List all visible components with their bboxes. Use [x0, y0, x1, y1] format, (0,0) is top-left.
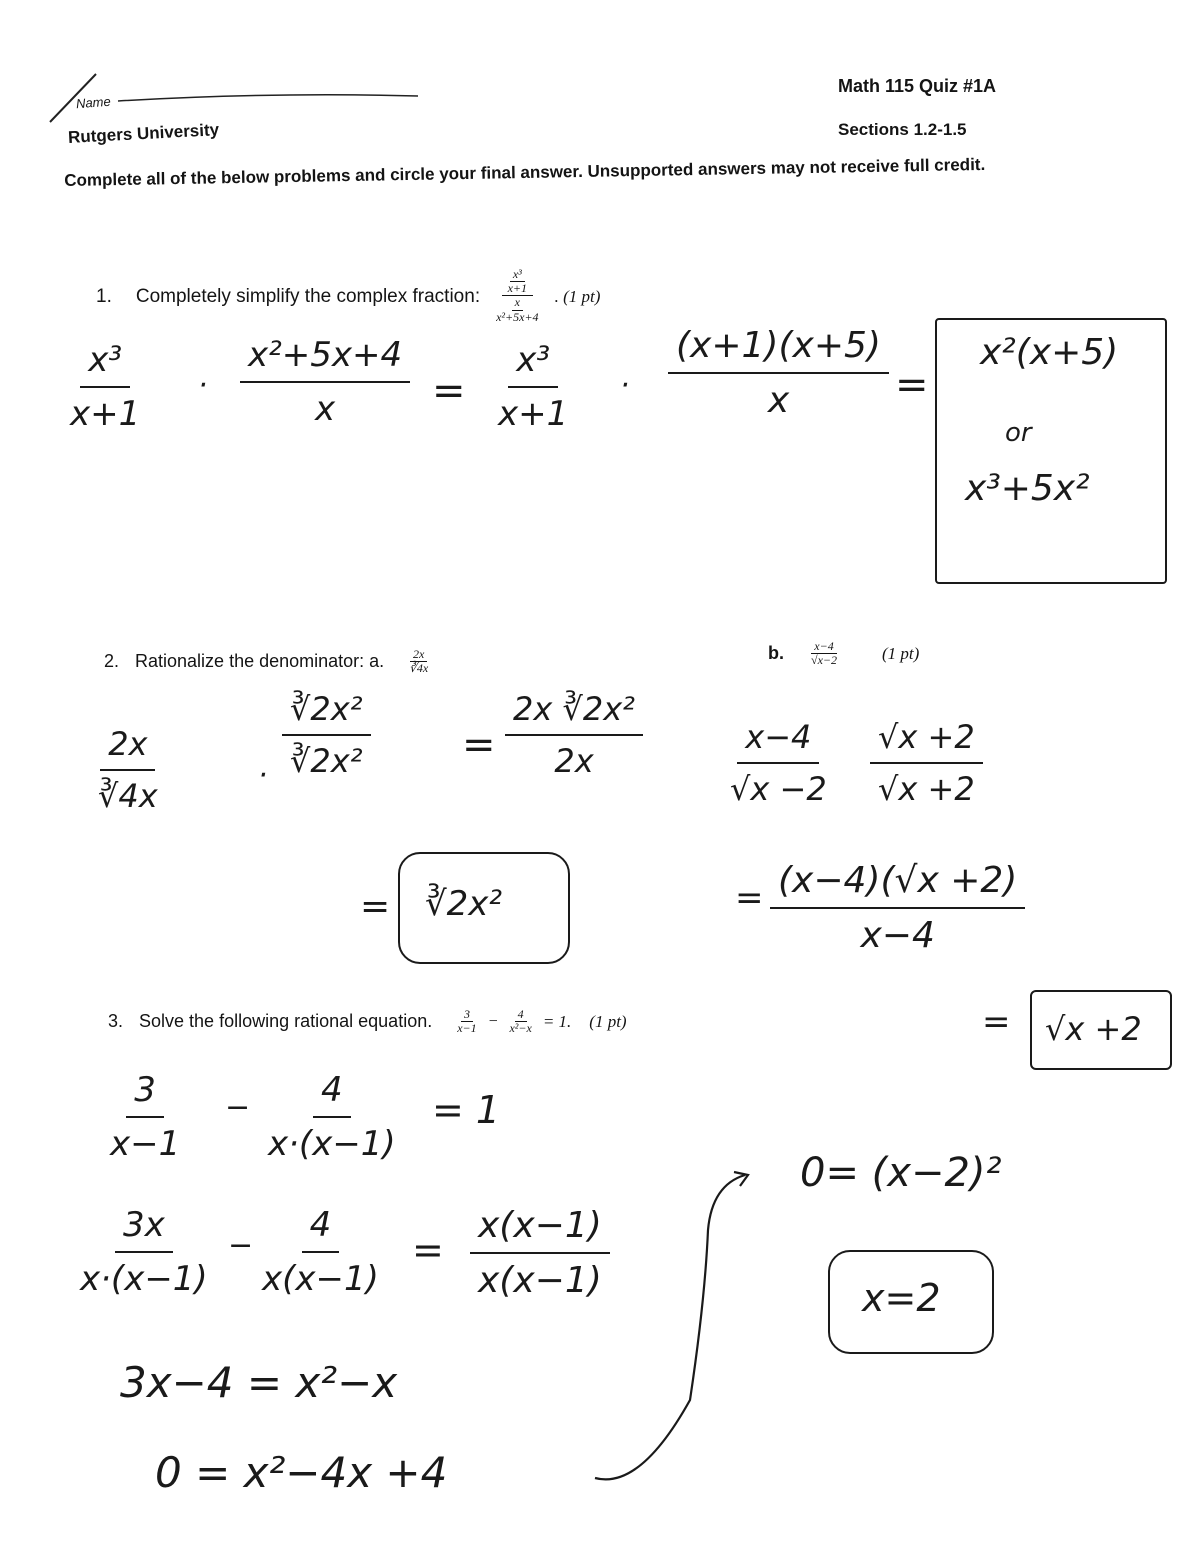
- fraction-denominator: x: [767, 380, 790, 421]
- equals-sign: =: [982, 1002, 1011, 1042]
- answer-1-or: or: [1005, 418, 1032, 448]
- p3-line-2: 0 = x²−4x +4: [155, 1448, 448, 1497]
- fraction-denominator: √x−2: [811, 653, 838, 668]
- sections-label: Sections 1.2-1.5: [838, 120, 967, 139]
- problem-1-text: Completely simplify the complex fraction:: [135, 285, 481, 307]
- fraction-denominator: x·(x−1): [268, 1124, 396, 1164]
- inner-denominator-bottom: x²+5x+4: [496, 309, 539, 324]
- fraction-denominator: ∛4x: [98, 777, 158, 815]
- p1-fraction-2: [240, 335, 410, 429]
- p3-fraction-2: [268, 1070, 396, 1164]
- p3-fraction-3: [80, 1205, 208, 1299]
- fraction-denominator: x: [315, 389, 336, 429]
- p2b-fraction-1: [730, 718, 827, 808]
- fraction-denominator: x−1: [457, 1021, 477, 1036]
- fraction-numerator: (x+1)(x+5): [668, 325, 889, 374]
- equals-sign: =: [360, 886, 391, 927]
- complex-fraction: [490, 268, 544, 324]
- fraction-numerator: x−4: [811, 640, 836, 654]
- fraction-numerator: x³: [80, 340, 130, 388]
- fraction-denominator: ∛4x: [409, 661, 429, 676]
- fraction-numerator: 3x: [115, 1205, 173, 1253]
- minus-sign: −: [487, 1012, 499, 1030]
- fraction-numerator: x−4: [737, 718, 819, 764]
- fraction-numerator: √x +2: [870, 718, 983, 764]
- answer-1-line-2: x³+5x²: [965, 468, 1090, 509]
- problem-3-fraction-2: [506, 1008, 534, 1035]
- fraction-denominator: x(x−1): [478, 1260, 602, 1301]
- p1-fraction-1: [70, 340, 140, 434]
- fraction-denominator: x·(x−1): [80, 1259, 208, 1299]
- problem-3-points: (1 pt): [589, 1011, 627, 1031]
- fraction-numerator: 4: [515, 1008, 527, 1022]
- fraction-numerator: 2x: [100, 725, 155, 771]
- p3-fraction-4: [262, 1205, 379, 1299]
- inner-numerator-bottom: x+1: [507, 281, 528, 296]
- fraction-numerator: x(x−1): [470, 1205, 610, 1254]
- answer-3: x=2: [862, 1276, 941, 1320]
- quiz-title: Math 115 Quiz #1A: [838, 76, 997, 96]
- fraction-denominator: x²−x: [509, 1021, 532, 1036]
- fraction-numerator: 3: [461, 1008, 473, 1022]
- inner-numerator-top: x³: [510, 268, 525, 282]
- answer-1-line-1: x²(x+5): [980, 332, 1119, 373]
- fraction-numerator: 4: [302, 1205, 340, 1253]
- multiply-dot: ·: [258, 758, 268, 793]
- fraction-denominator: x(x−1): [262, 1259, 379, 1299]
- problem-2-number: 2.: [104, 651, 120, 672]
- inner-denominator-top: x: [512, 296, 523, 310]
- problem-2-text: Rationalize the denominator: a.: [135, 651, 385, 672]
- p1-fraction-3: [498, 340, 568, 434]
- minus-sign: −: [228, 1228, 254, 1263]
- multiply-dot: ·: [198, 368, 208, 403]
- multiply-dot: ·: [620, 368, 630, 403]
- problem-2b-prompt: [768, 640, 919, 667]
- p3-fraction-1: [110, 1070, 180, 1164]
- problem-1-points: . (1 pt): [554, 286, 601, 306]
- problem-3-prompt: [108, 1008, 627, 1035]
- problem-3-number: 3.: [108, 1011, 124, 1032]
- p2a-fraction-3: [505, 690, 643, 780]
- equals-sign: =: [735, 878, 764, 918]
- fraction-denominator: x+1: [498, 394, 569, 434]
- university-name: Rutgers University: [67, 120, 220, 147]
- fraction-numerator: x³: [508, 340, 558, 388]
- fraction-numerator: 3: [126, 1070, 164, 1118]
- answer-2a: ∛2x²: [425, 884, 503, 924]
- equation-rhs: = 1.: [542, 1011, 572, 1031]
- fraction-denominator: √x −2: [730, 770, 827, 808]
- p3-fraction-5: [470, 1205, 610, 1301]
- fraction-denominator: ∛2x²: [290, 742, 363, 780]
- name-label: Name: [75, 93, 112, 112]
- minus-sign: −: [225, 1090, 251, 1125]
- fraction-denominator: x−1: [110, 1124, 181, 1164]
- p2b-fraction-2: [870, 718, 983, 808]
- problem-3-text: Solve the following rational equation.: [139, 1011, 433, 1032]
- equals-sign: =: [432, 368, 466, 414]
- fraction-numerator: x²+5x+4: [240, 335, 410, 383]
- p2a-fraction-1: [98, 725, 158, 815]
- problem-3-fraction-1: [454, 1008, 479, 1035]
- fraction-denominator: √x +2: [878, 770, 975, 808]
- fraction-denominator: x+1: [70, 394, 141, 434]
- problem-1-prompt: [96, 267, 601, 324]
- problem-2b-label: b.: [768, 643, 784, 664]
- p3-line-3: 0= (x−2)²: [800, 1150, 1002, 1196]
- fraction-denominator: 2x: [554, 742, 594, 780]
- p3-line-1: 3x−4 = x²−x: [120, 1358, 398, 1407]
- fraction-numerator: (x−4)(√x +2): [770, 860, 1025, 909]
- p2a-fraction-2: [282, 690, 371, 780]
- problem-1-number: 1.: [96, 285, 112, 307]
- arrow-line: [595, 1175, 745, 1479]
- fraction-denominator: x−4: [860, 915, 935, 956]
- p2b-fraction-3: [770, 860, 1025, 956]
- p1-fraction-4: [668, 325, 889, 421]
- equals-sign: =: [462, 722, 496, 768]
- equals-sign: =: [412, 1228, 444, 1272]
- problem-2b-points: (1 pt): [882, 643, 920, 663]
- equals-sign: =: [895, 362, 929, 408]
- fraction-numerator: 4: [313, 1070, 351, 1118]
- fraction-numerator: 2x: [410, 648, 427, 662]
- answer-2b: √x +2: [1045, 1010, 1142, 1048]
- problem-2-prompt: [104, 648, 431, 675]
- fraction-numerator: 2x ∛2x²: [505, 690, 643, 736]
- problem-2b-fraction: [808, 640, 840, 667]
- fraction-numerator: ∛2x²: [282, 690, 371, 736]
- problem-2a-fraction: [406, 648, 431, 675]
- instructions: Complete all of the below problems and circle your final answer. Unsupported answers may not receive full credit.: [64, 154, 986, 190]
- equals-one: = 1: [432, 1088, 501, 1132]
